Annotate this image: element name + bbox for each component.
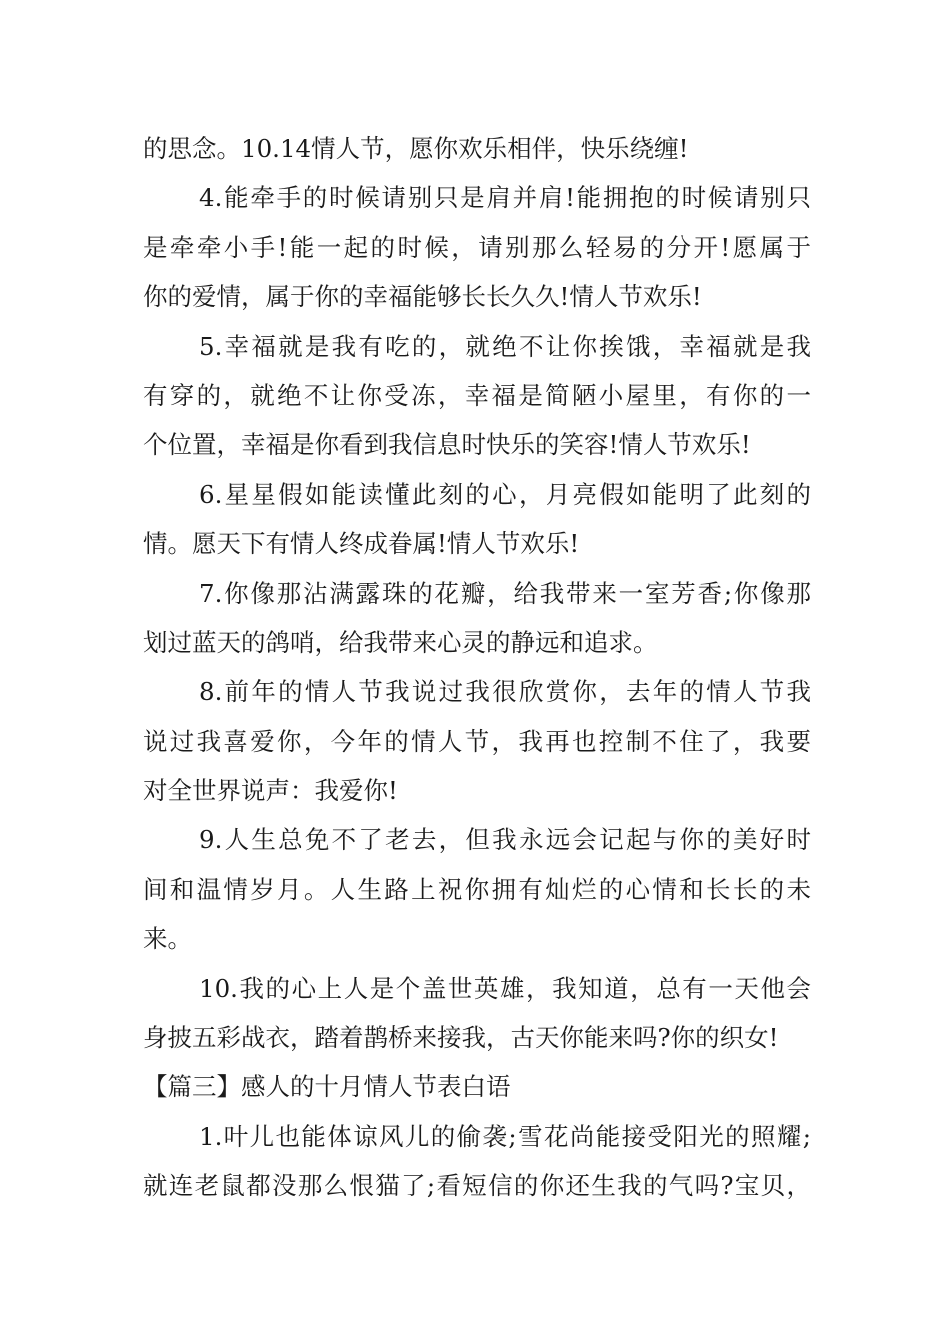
text-line: 身披五彩战衣，踏着鹊桥来接我，古天你能来吗?你的织女! bbox=[143, 1023, 779, 1053]
section-heading: 【篇三】感人的十月情人节表白语 bbox=[143, 1072, 511, 1102]
text-line: 划过蓝天的鸽哨，给我带来心灵的静远和追求。 bbox=[143, 627, 658, 657]
text-line: 情。愿天下有情人终成眷属!情人节欢乐! bbox=[143, 529, 580, 559]
paragraph-6-start: 6.星星假如能读懂此刻的心，月亮假如能明了此刻的 bbox=[199, 479, 811, 509]
paragraph-9-start: 9.人生总免不了老去，但我永远会记起与你的美好时 bbox=[199, 825, 811, 855]
text-line: 的思念。10.14情人节，愿你欢乐相伴，快乐绕缠! bbox=[143, 134, 689, 163]
paragraph-8-start: 8.前年的情人节我说过我很欣赏你，去年的情人节我 bbox=[199, 677, 811, 707]
paragraph-1-start: 1.叶儿也能体谅风儿的偷袭;雪花尚能接受阳光的照耀; bbox=[199, 1121, 811, 1151]
paragraph-7-start: 7.你像那沾满露珠的花瓣，给我带来一室芳香;你像那 bbox=[199, 578, 811, 608]
text-line: 个位置，幸福是你看到我信息时快乐的笑容!情人节欢乐! bbox=[143, 430, 751, 460]
text-line: 间和温情岁月。人生路上祝你拥有灿烂的心情和长长的未 bbox=[143, 874, 811, 904]
text-line: 对全世界说声：我爱你! bbox=[143, 776, 398, 806]
document-body bbox=[143, 124, 811, 1211]
text-line: 就连老鼠都没那么恨猫了;看短信的你还生我的气吗?宝贝， bbox=[143, 1171, 811, 1201]
text-line: 你的爱情，属于你的幸福能够长长久久!情人节欢乐! bbox=[143, 282, 702, 312]
paragraph-4-start: 4.能牵手的时候请别只是肩并肩!能拥抱的时候请别只 bbox=[199, 183, 811, 213]
text-line: 是牵牵小手!能一起的时候，请别那么轻易的分开!愿属于 bbox=[143, 232, 811, 262]
paragraph-10-start: 10.我的心上人是个盖世英雄，我知道，总有一天他会 bbox=[199, 973, 811, 1003]
paragraph-5-start: 5.幸福就是我有吃的，就绝不让你挨饿，幸福就是我 bbox=[199, 331, 811, 361]
text-line: 说过我喜爱你，今年的情人节，我再也控制不住了，我要 bbox=[143, 726, 811, 756]
text-line: 有穿的，就绝不让你受冻，幸福是简陋小屋里，有你的一 bbox=[143, 380, 811, 410]
text-line: 来。 bbox=[143, 924, 192, 954]
